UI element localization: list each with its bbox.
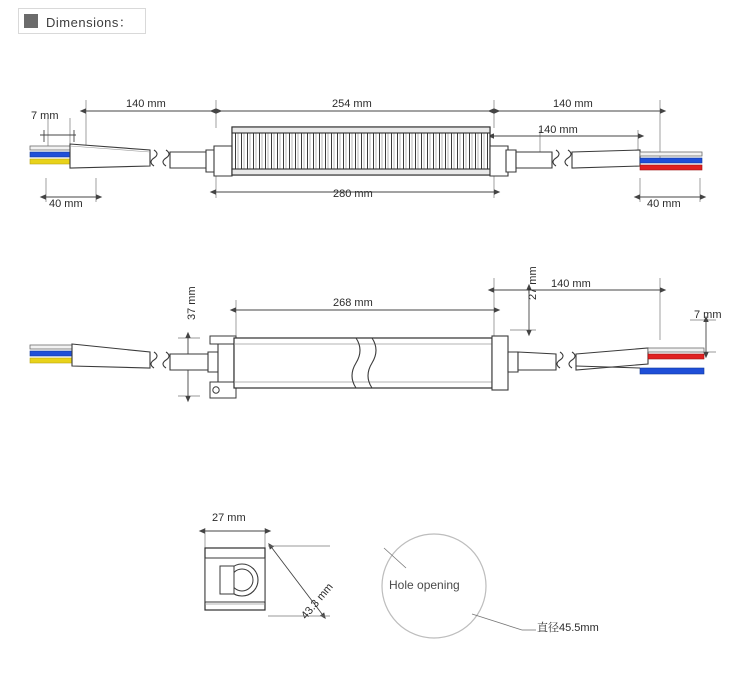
label-top-right-bare: 40 mm [647, 198, 681, 210]
top-view-body [206, 127, 516, 176]
top-view-group [30, 100, 702, 202]
top-view-left-leads [30, 144, 214, 168]
label-top-lead-right-2: 140 mm [538, 124, 578, 136]
label-hole-opening: Hole opening [389, 578, 460, 592]
page-title: Dimensions： [46, 14, 133, 30]
label-side-depth: 27 mm [527, 266, 539, 300]
label-top-left-bare: 40 mm [49, 198, 83, 210]
label-end-diagonal: 43.3 mm [299, 581, 336, 622]
label-top-body-len: 254 mm [332, 98, 372, 110]
label-hole-diameter: 直径45.5mm [537, 622, 599, 634]
label-top-overall: 280 mm [333, 188, 373, 200]
label-top-left-strip: 7 mm [31, 110, 59, 122]
side-view-body [208, 336, 518, 398]
side-view-left-leads [30, 344, 214, 370]
label-side-right-strip: 7 mm [694, 309, 722, 321]
label-top-lead-right: 140 mm [553, 98, 593, 110]
top-view-right-leads [516, 150, 702, 170]
side-view-right-leads [518, 348, 704, 374]
side-view-group [30, 278, 716, 398]
label-side-height: 37 mm [186, 286, 198, 320]
label-end-width: 27 mm [212, 512, 246, 524]
label-side-lead-right: 140 mm [551, 278, 591, 290]
label-side-body-len: 268 mm [333, 297, 373, 309]
label-top-lead-left: 140 mm [126, 98, 166, 110]
